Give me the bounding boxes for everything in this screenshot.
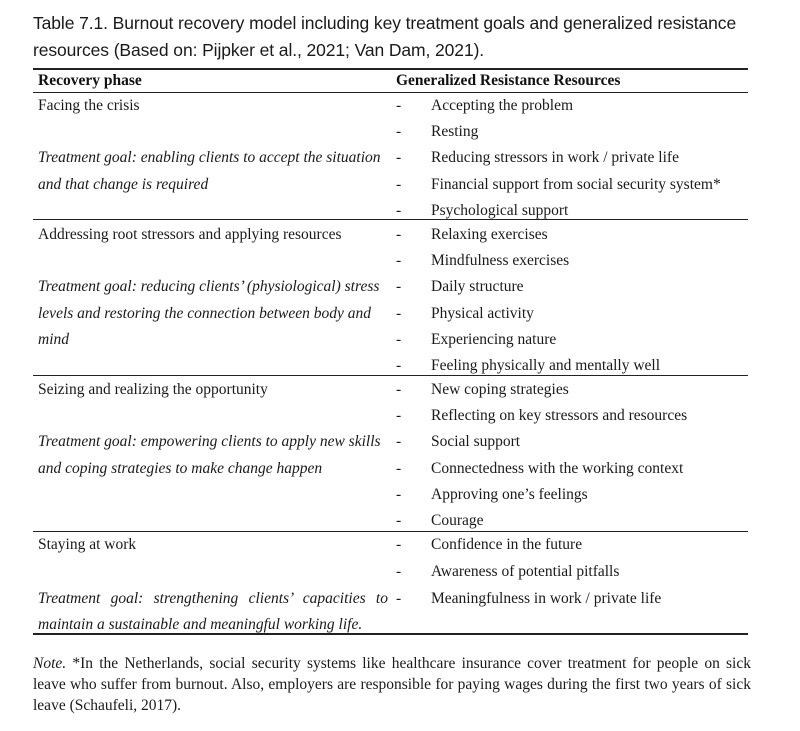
list-dash: - bbox=[396, 536, 402, 553]
resistance-resource-item: Reflecting on key stressors and resources bbox=[431, 407, 688, 425]
list-dash: - bbox=[396, 252, 402, 270]
header-recovery-phase: Recovery phase bbox=[38, 72, 142, 89]
list-dash: - bbox=[396, 589, 402, 607]
resistance-resource-item: Relaxing exercises bbox=[431, 226, 548, 243]
treatment-goal-line: levels and restoring the connection between body and bbox=[38, 304, 372, 322]
list-dash: - bbox=[396, 97, 402, 114]
treatment-goal-line: mind bbox=[38, 330, 69, 348]
treatment-goal-line: maintain a sustainable and meaningful working life. bbox=[38, 616, 363, 634]
list-dash: - bbox=[396, 357, 402, 374]
list-dash: - bbox=[396, 201, 402, 219]
list-dash: - bbox=[396, 278, 402, 296]
resistance-resource-item: Reducing stressors in work / private life bbox=[431, 149, 679, 167]
resistance-resource-item: Approving one’s feelings bbox=[431, 485, 588, 503]
list-dash: - bbox=[396, 459, 402, 477]
list-dash: - bbox=[396, 149, 402, 167]
resistance-resource-item: Awareness of potential pitfalls bbox=[431, 562, 620, 580]
resistance-resource-item: Psychological support bbox=[431, 201, 569, 219]
recovery-phase-label: Addressing root stressors and applying resources bbox=[38, 226, 342, 243]
resistance-resource-item: New coping strategies bbox=[431, 381, 569, 398]
table-bottom-rule bbox=[33, 633, 748, 635]
recovery-phase-label: Staying at work bbox=[38, 536, 137, 553]
table-caption: Table 7.1. Burnout recovery model including key treatment goals and generalized resistance resources (Based on: Pijpker et al., 2021; Van Dam, 2021). bbox=[33, 13, 737, 60]
resistance-resource-item: Mindfulness exercises bbox=[431, 252, 570, 270]
treatment-goal-line: and coping strategies to make change happen bbox=[38, 459, 323, 477]
header-resistance-resources: Generalized Resistance Resources bbox=[396, 72, 621, 89]
treatment-goal-line: Treatment goal: enabling clients to accept the situation bbox=[38, 149, 381, 167]
list-dash: - bbox=[396, 407, 402, 425]
resistance-resource-item: Physical activity bbox=[431, 304, 534, 322]
list-dash: - bbox=[396, 226, 402, 243]
list-dash: - bbox=[396, 381, 402, 398]
resistance-resource-item: Resting bbox=[431, 123, 479, 141]
resistance-resource-item: Connectedness with the working context bbox=[431, 459, 684, 477]
resistance-resource-item: Confidence in the future bbox=[431, 536, 583, 553]
recovery-phase-label: Facing the crisis bbox=[38, 97, 140, 114]
treatment-goal-line: Treatment goal: reducing clients’ (physiological) stress bbox=[38, 278, 380, 296]
table-top-rule bbox=[33, 68, 748, 70]
note-text: *In the Netherlands, social security systems like healthcare insurance cover treatment for people on sick leave who suffer from burnout. Also, employers are responsible for paying wages during the first two years of sick leave (Schaufeli, 2017). bbox=[33, 655, 751, 714]
list-dash: - bbox=[396, 512, 402, 529]
resistance-resource-item: Financial support from social security system* bbox=[431, 175, 721, 193]
list-dash: - bbox=[396, 330, 402, 348]
resistance-resource-item: Meaningfulness in work / private life bbox=[431, 589, 662, 607]
resistance-resource-item: Feeling physically and mentally well bbox=[431, 357, 661, 374]
list-dash: - bbox=[396, 562, 402, 580]
resistance-resource-item: Accepting the problem bbox=[431, 97, 574, 114]
row-divider bbox=[33, 219, 748, 220]
list-dash: - bbox=[396, 123, 402, 141]
list-dash: - bbox=[396, 304, 402, 322]
note-label: Note. bbox=[33, 655, 67, 672]
header-rule bbox=[33, 92, 748, 93]
resistance-resource-item: Social support bbox=[431, 433, 521, 451]
treatment-goal-line: and that change is required bbox=[38, 175, 209, 193]
row-divider bbox=[33, 531, 748, 532]
list-dash: - bbox=[396, 175, 402, 193]
recovery-phase-label: Seizing and realizing the opportunity bbox=[38, 381, 268, 398]
resistance-resource-item: Daily structure bbox=[431, 278, 524, 296]
list-dash: - bbox=[396, 433, 402, 451]
list-dash: - bbox=[396, 485, 402, 503]
treatment-goal-line: Treatment goal: empowering clients to apply new skills bbox=[38, 433, 381, 451]
treatment-goal-line: Treatment goal: strengthening clients’ capacities to bbox=[38, 589, 388, 607]
resistance-resource-item: Experiencing nature bbox=[431, 330, 557, 348]
resistance-resource-item: Courage bbox=[431, 512, 484, 529]
row-divider bbox=[33, 375, 748, 376]
table-note bbox=[33, 653, 751, 716]
